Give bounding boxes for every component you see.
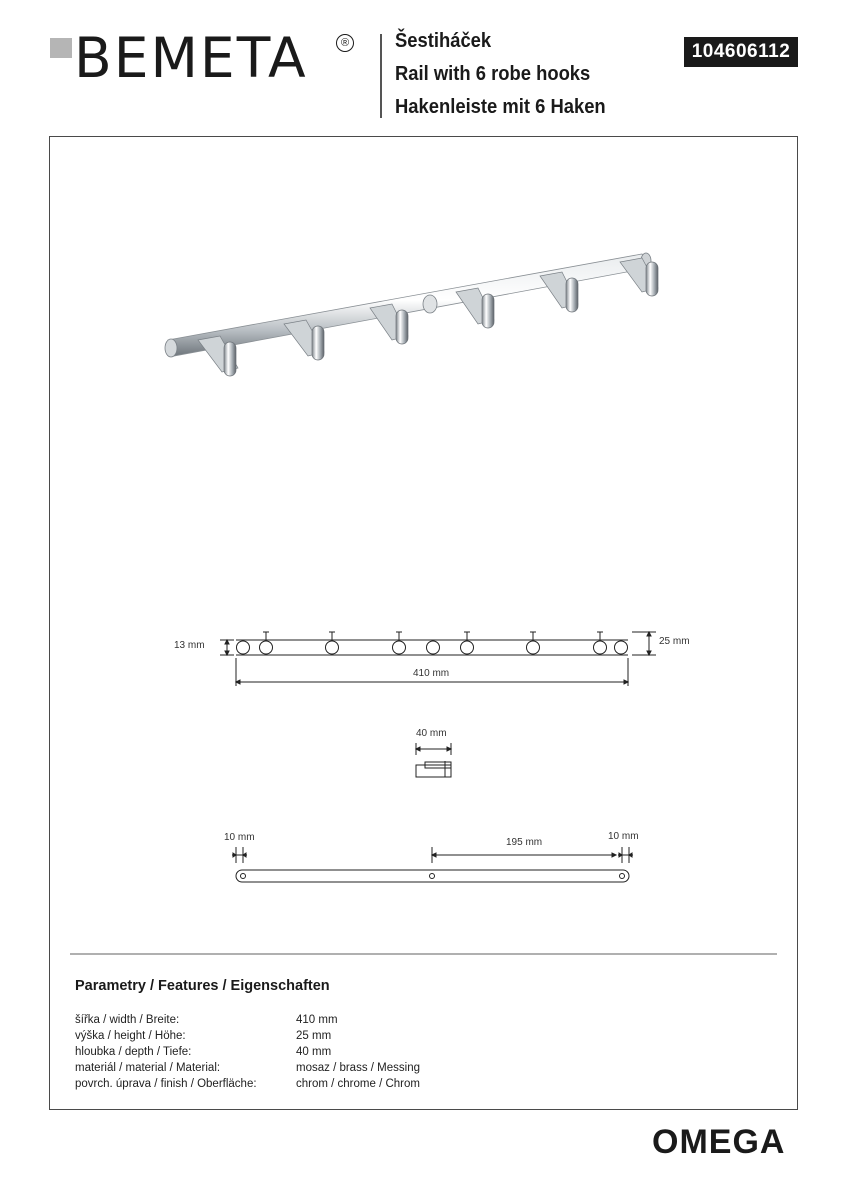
brand-logo: BEMETA [74, 26, 308, 90]
header-divider [380, 34, 382, 118]
spec-label-material: materiál / material / Material: [75, 1062, 221, 1074]
registered-mark: ® [336, 34, 354, 52]
hook-3 [370, 304, 408, 344]
product-title-cs: Šestiháček [395, 30, 492, 52]
product-title-de: Hakenleiste mit 6 Haken [395, 96, 606, 118]
product-title-en: Rail with 6 robe hooks [395, 63, 591, 85]
back-hole-spacing-label: 195 mm [506, 837, 543, 848]
front-height-label: 13 mm [174, 640, 205, 651]
back-right-offset-label: 10 mm [608, 831, 639, 842]
logo-square-mark [50, 38, 72, 58]
spec-value-finish: chrom / chrome / Chrom [296, 1078, 420, 1090]
spec-label-depth: hloubka / depth / Tiefe: [75, 1046, 192, 1058]
back-view-drawing [230, 845, 640, 890]
hook-4 [456, 288, 494, 328]
product-render [150, 240, 690, 390]
hook-6 [620, 258, 658, 296]
side-depth-label: 40 mm [416, 728, 447, 739]
spec-label-finish: povrch. úprava / finish / Oberfläche: [75, 1078, 257, 1090]
hook-2 [284, 320, 324, 360]
front-total-height-label: 25 mm [659, 636, 690, 647]
spec-value-height: 25 mm [296, 1030, 332, 1042]
hook-5 [540, 272, 578, 312]
side-view-drawing [405, 735, 465, 785]
features-heading: Parametry / Features / Eigenschaften [75, 978, 330, 994]
spec-label-width: šířka / width / Breite: [75, 1014, 180, 1026]
spec-value-width: 410 mm [296, 1014, 338, 1026]
collection-name: OMEGA [652, 1123, 786, 1161]
product-code-badge: 104606112 [684, 37, 798, 67]
hook-1 [198, 336, 238, 376]
spec-label-height: výška / height / Höhe: [75, 1030, 186, 1042]
back-left-offset-label: 10 mm [224, 832, 255, 843]
features-divider [70, 953, 777, 955]
spec-value-depth: 40 mm [296, 1046, 332, 1058]
front-width-label: 410 mm [413, 668, 450, 679]
spec-value-material: mosaz / brass / Messing [296, 1062, 420, 1074]
front-view-drawing [170, 620, 700, 690]
